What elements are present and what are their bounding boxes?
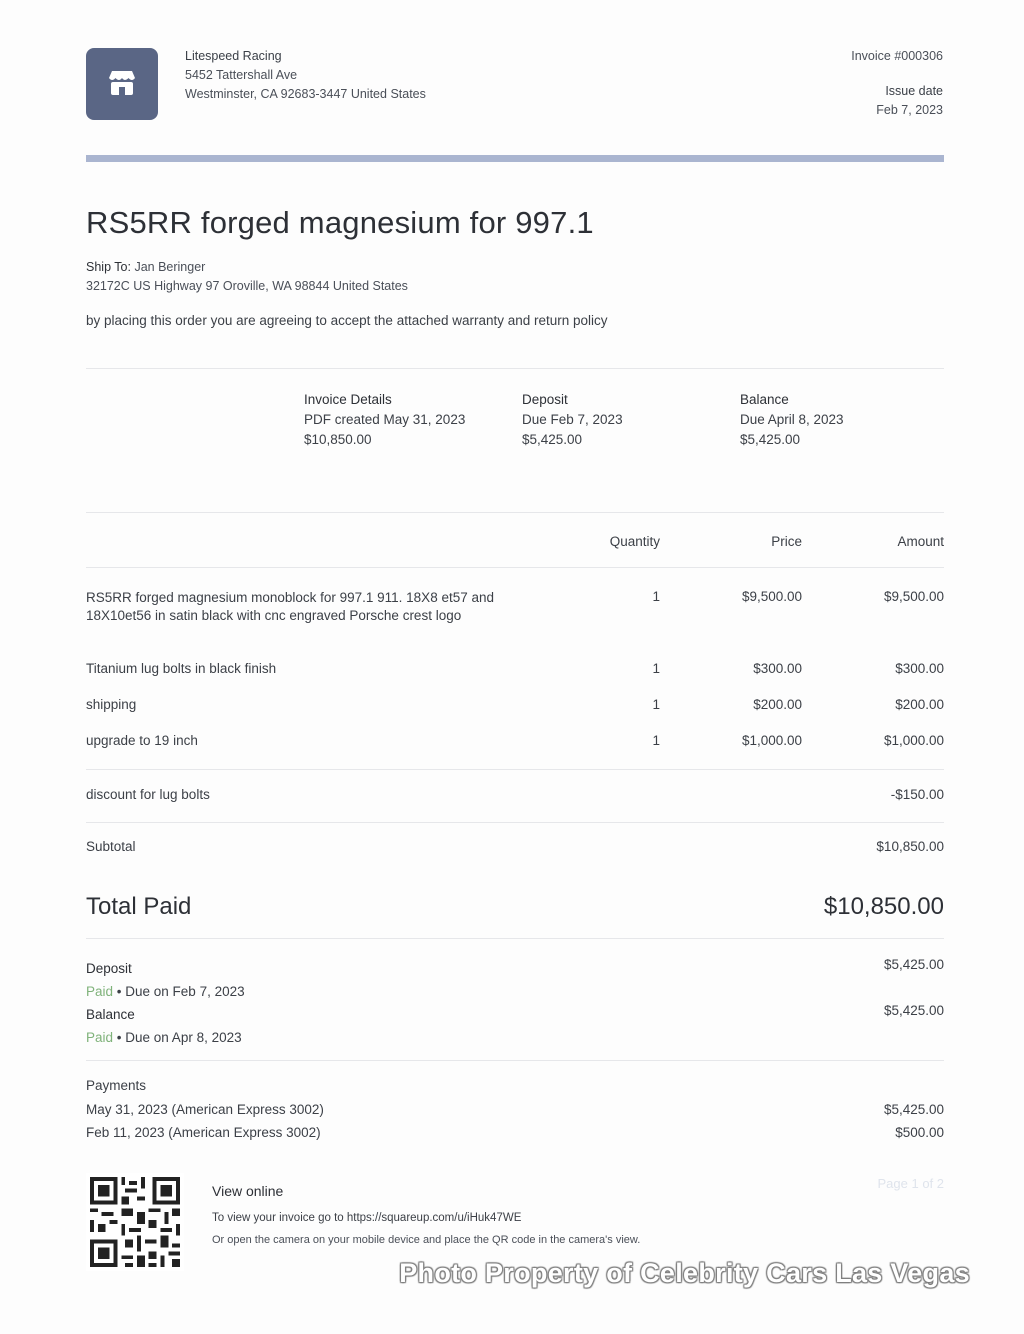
table-row-description: RS5RR forged magnesium monoblock for 997.1 911. 18X8 et57 and 18X10et56 in satin black with cnc engraved Porsche crest logo bbox=[86, 590, 494, 623]
col-header-price: Price bbox=[771, 534, 802, 549]
schedule-due: • Due on Apr 8, 2023 bbox=[116, 1030, 242, 1045]
table-row-quantity: 1 bbox=[652, 733, 660, 748]
discount-label: discount for lug bolts bbox=[86, 787, 210, 802]
qr-code-icon[interactable] bbox=[86, 1173, 184, 1271]
issue-date: Feb 7, 2023 bbox=[876, 103, 943, 117]
table-row-price: $9,500.00 bbox=[741, 589, 802, 604]
paid-status-badge: Paid bbox=[86, 1030, 114, 1045]
divider bbox=[86, 1060, 944, 1061]
page-number: Page 1 of 2 bbox=[877, 1176, 944, 1191]
table-row-price: $1,000.00 bbox=[741, 733, 802, 748]
total-label: Total Paid bbox=[86, 893, 192, 920]
schedule-amount: $5,425.00 bbox=[883, 1003, 944, 1018]
ship-to bbox=[86, 258, 408, 296]
table-row-quantity: 1 bbox=[652, 697, 660, 712]
payment-amount: $5,425.00 bbox=[883, 1102, 944, 1117]
summary-line: Due April 8, 2023 bbox=[740, 412, 844, 427]
paid-status-badge: Paid bbox=[86, 984, 114, 999]
summary-line: $5,425.00 bbox=[522, 432, 583, 447]
view-online-label: View online bbox=[212, 1183, 284, 1199]
subtotal-label: Subtotal bbox=[86, 839, 136, 854]
qr-instructions: Or open the camera on your mobile device and place the QR code in the camera's view. bbox=[212, 1234, 641, 1246]
summary-line: $10,850.00 bbox=[304, 432, 372, 447]
view-online-link[interactable]: To view your invoice go to https://squareup.com/u/iHuk47WE bbox=[212, 1212, 522, 1224]
storefront-icon bbox=[106, 69, 138, 99]
order-note: by placing this order you are agreeing to accept the attached warranty and return policy bbox=[86, 313, 608, 328]
summary-balance bbox=[740, 390, 844, 450]
payment-date: May 31, 2023 (American Express 3002) bbox=[86, 1102, 324, 1117]
col-header-quantity: Quantity bbox=[609, 534, 660, 549]
summary-line: $5,425.00 bbox=[740, 432, 801, 447]
divider bbox=[86, 938, 944, 939]
divider bbox=[86, 567, 944, 568]
invoice-meta bbox=[851, 47, 943, 120]
divider bbox=[86, 769, 944, 770]
schedule-due: • Due on Feb 7, 2023 bbox=[116, 984, 245, 999]
business-address-line1: 5452 Tattershall Ave bbox=[185, 68, 298, 82]
table-row-description: Titanium lug bolts in black finish bbox=[86, 661, 277, 676]
summary-heading: Invoice Details bbox=[304, 392, 392, 407]
payment-date: Feb 11, 2023 (American Express 3002) bbox=[86, 1125, 321, 1140]
table-row-amount: $300.00 bbox=[895, 661, 944, 676]
table-row-quantity: 1 bbox=[652, 661, 660, 676]
ship-to-label: Ship To: bbox=[86, 260, 131, 274]
schedule-label: Balance bbox=[86, 1007, 135, 1022]
summary-line: PDF created May 31, 2023 bbox=[304, 412, 466, 427]
issue-date-label: Issue date bbox=[885, 84, 943, 98]
invoice-number: Invoice #000306 bbox=[851, 49, 943, 63]
watermark: Photo Property of Celebrity Cars Las Vegas bbox=[399, 1258, 970, 1288]
table-row-amount: $200.00 bbox=[895, 697, 944, 712]
schedule-label: Deposit bbox=[86, 961, 132, 976]
schedule-amount: $5,425.00 bbox=[883, 957, 944, 972]
divider bbox=[86, 368, 944, 369]
accent-bar bbox=[86, 155, 944, 162]
invoice-title: RS5RR forged magnesium for 997.1 bbox=[86, 205, 594, 240]
summary-deposit bbox=[522, 390, 623, 450]
table-row-amount: $1,000.00 bbox=[883, 733, 944, 748]
table-row-description: shipping bbox=[86, 697, 137, 712]
business-logo bbox=[86, 48, 158, 120]
schedule-deposit bbox=[86, 957, 245, 1003]
payment-amount: $500.00 bbox=[895, 1125, 944, 1140]
divider bbox=[86, 822, 944, 823]
summary-heading: Deposit bbox=[522, 392, 568, 407]
payments-label: Payments bbox=[86, 1078, 147, 1093]
ship-to-address: 32172C US Highway 97 Oroville, WA 98844 United States bbox=[86, 279, 408, 293]
business-name: Litespeed Racing bbox=[185, 49, 282, 63]
table-row-price: $300.00 bbox=[753, 661, 802, 676]
business-info bbox=[185, 47, 426, 104]
summary-heading: Balance bbox=[740, 392, 789, 407]
business-address-line2: Westminster, CA 92683-3447 United States bbox=[185, 87, 426, 101]
col-header-amount: Amount bbox=[897, 534, 944, 549]
divider bbox=[86, 512, 944, 513]
table-row-description: upgrade to 19 inch bbox=[86, 733, 198, 748]
schedule-balance bbox=[86, 1003, 242, 1049]
discount-amount: -$150.00 bbox=[890, 787, 944, 802]
summary-invoice-details bbox=[304, 390, 465, 450]
table-row-quantity: 1 bbox=[652, 589, 660, 604]
total-amount: $10,850.00 bbox=[823, 893, 944, 920]
table-row-price: $200.00 bbox=[753, 697, 802, 712]
subtotal-amount: $10,850.00 bbox=[876, 839, 944, 854]
summary-line: Due Feb 7, 2023 bbox=[522, 412, 623, 427]
table-row-amount: $9,500.00 bbox=[883, 589, 944, 604]
ship-to-name: Jan Beringer bbox=[134, 260, 206, 274]
